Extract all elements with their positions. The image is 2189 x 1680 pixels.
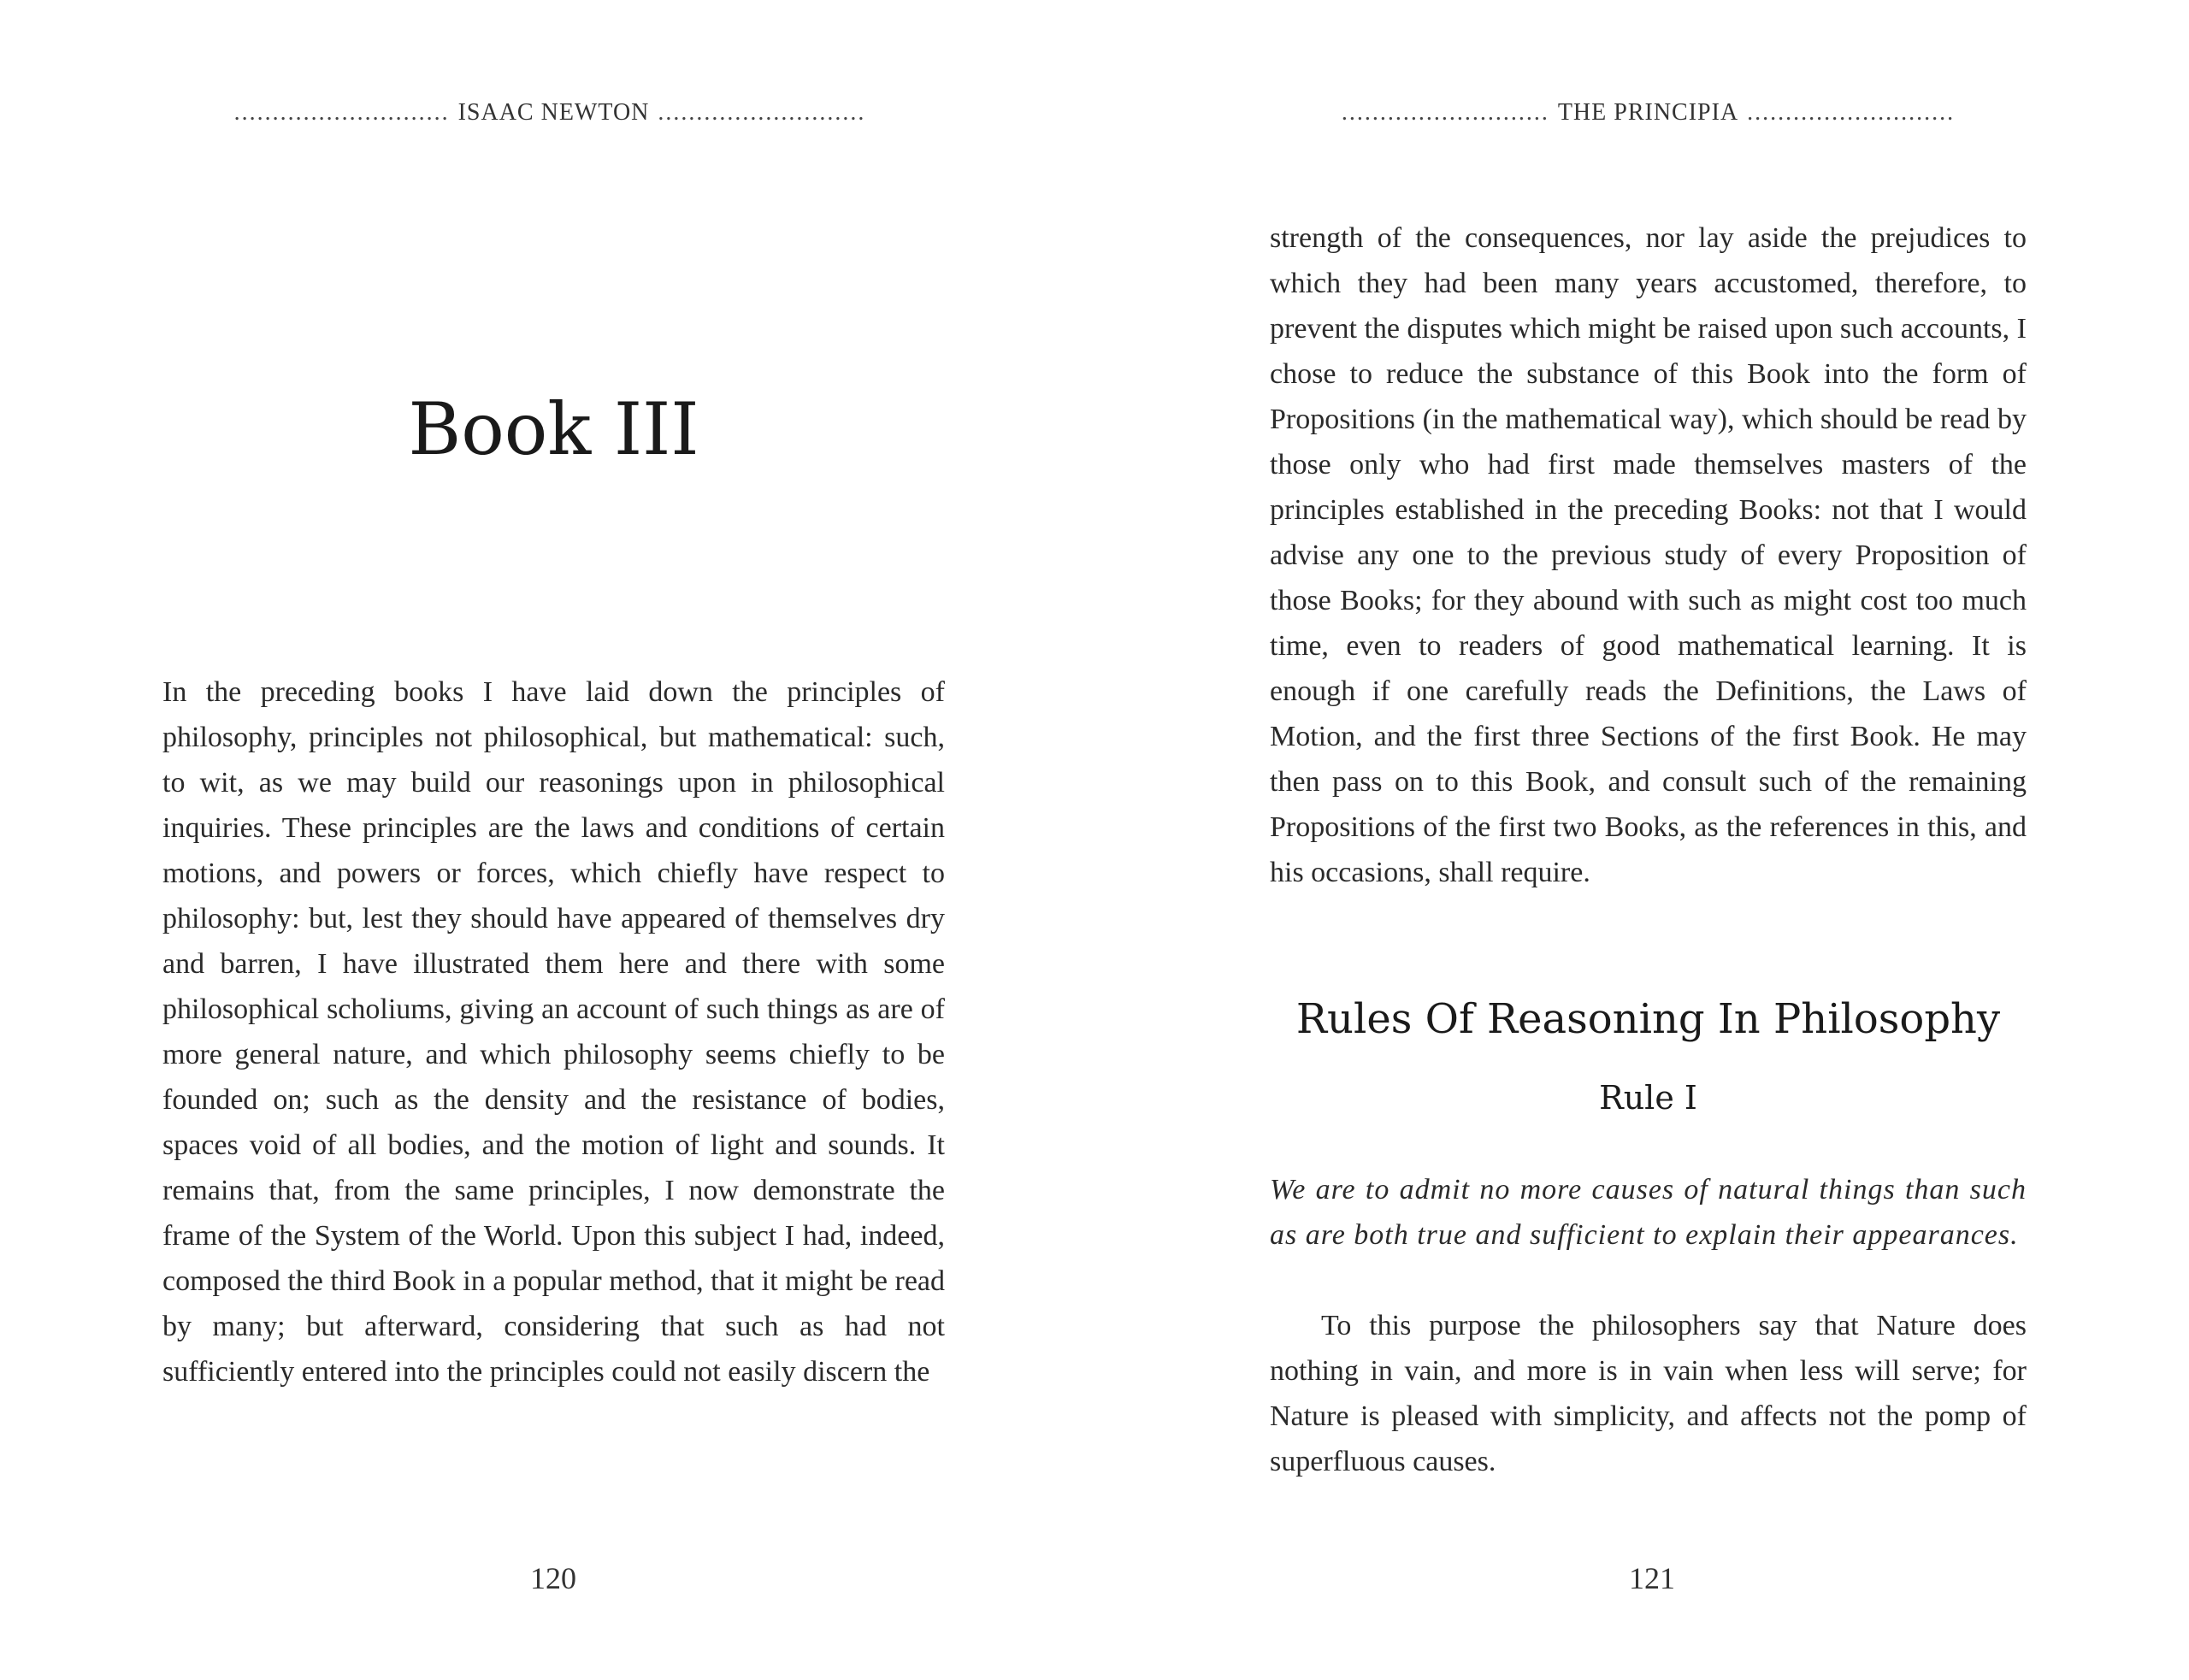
left-page-paragraph: In the preceding books I have laid down the principles of philosophy, principles not philosophical, but mathematical: such, to wit, as we may build our reasonings upon in philosophical inquiries. These principles are the laws and conditions of certain motions, and powers or forces, which chiefly have respect to philosophy: but, lest they should have appeared of themselves dry and barren, I have illustrated them here and there with some philosophical scholiums, giving an account of such things as are of more general nature, and which philosophy seems chiefly to be founded on; such as the density and the resistance of bodies, spaces void of all bodies, and the motion of light and sounds. It remains that, from the same principles, I now demonstrate the frame of the System of the World. Upon this subject I had, indeed, composed the third Book in a popular method, that it might be read by many; but afterward, considering that such as had not sufficiently entered into the principles could not easily discern the [162, 676, 945, 1388]
running-head-left [162, 96, 945, 130]
section-title: Rules Of Reasoning In Philosophy [1295, 995, 2001, 1043]
book-title: Book III [408, 387, 699, 471]
running-head-dots-right: ........................... [1747, 99, 1956, 126]
running-head-right [1270, 96, 2027, 130]
page-number-right: 121 [1629, 1561, 1675, 1595]
running-head-author: ISAAC NEWTON [457, 99, 650, 126]
running-head-dots-left: ............................ [233, 99, 450, 126]
rule-body: To this purpose the philosophers say that Nature does nothing in vain, and more is in vain when less will serve; for Nature is pleased with simplicity, and affects not the pomp of superfluous causes. [1270, 1310, 2027, 1477]
left-page [0, 0, 1094, 1680]
running-head-dots-right: ........................... [658, 99, 866, 126]
rule-title: Rule I [1599, 1079, 1697, 1117]
right-page-paragraph: strength of the consequences, nor lay aside the prejudices to which they had been many years accustomed, therefore, to prevent the disputes which might be raised upon such accounts, I chose to reduce the substance of this Book into the form of Propositions (in the mathematical way), which should be read by those only who had first made themselves masters of the principles established in the preceding Books: not that I would advise any one to the previous study of every Proposition of those Books; for they abound with such as might cost too much time, even to readers of good mathematical learning. It is enough if one carefully reads the Definitions, the Laws of Motion, and the first three Sections of the first Book. He may then pass on to this Book, and consult such of the remaining Propositions of the first two Books, as the references in this, and his occasions, shall require. [1270, 222, 2027, 888]
rule-statement: We are to admit no more causes of natural things than such as are both true and sufficient to explain their appearances. [1270, 1174, 2027, 1251]
right-page [1094, 0, 2189, 1680]
running-head-book-title: THE PRINCIPIA [1557, 99, 1739, 126]
running-head-dots-left: ........................... [1341, 99, 1549, 126]
page-number-left: 120 [530, 1561, 576, 1595]
